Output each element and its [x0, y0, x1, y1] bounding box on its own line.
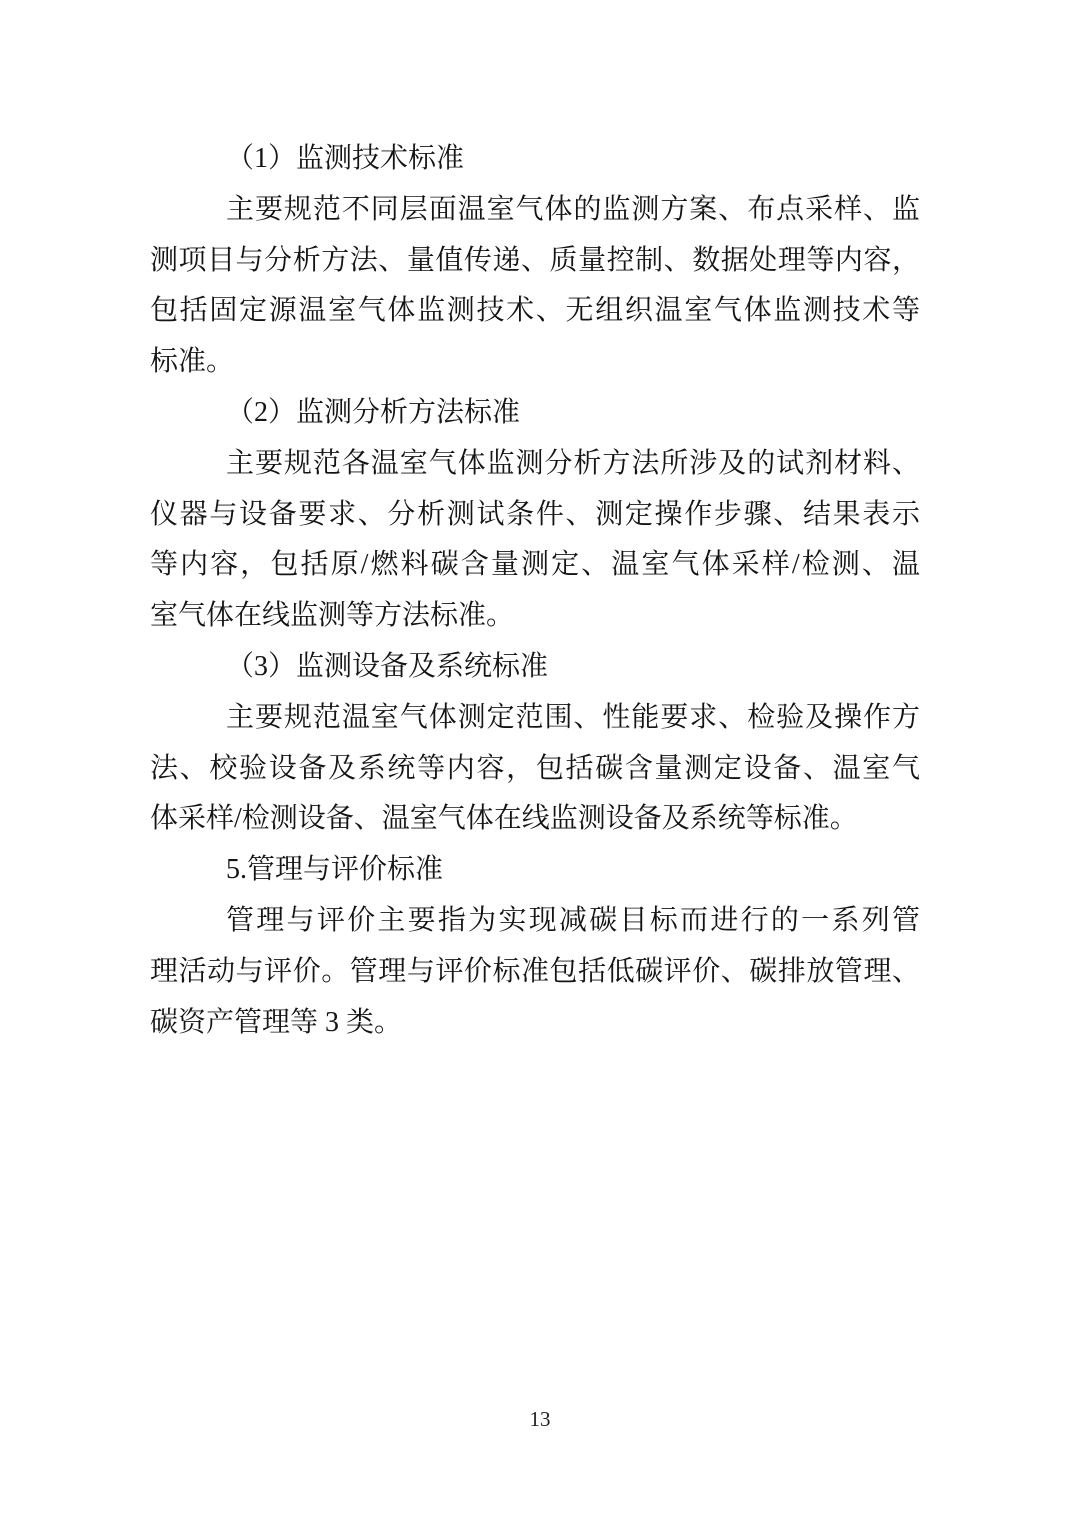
text-line: 主要规范温室气体测定范围、性能要求、检验及操作方 — [226, 701, 920, 733]
text-line: 体采样/检测设备、温室气体在线监测设备及系统等标准。 — [150, 803, 858, 835]
text-line: 理活动与评价。管理与评价标准包括低碳评价、碳排放管理、 — [150, 955, 920, 987]
text-line: 5.管理与评价标准 — [226, 854, 444, 886]
text-line: 标准。 — [150, 346, 235, 378]
text-line: 主要规范不同层面温室气体的监测方案、布点采样、监 — [226, 193, 920, 225]
text-line: 主要规范各温室气体监测分析方法所涉及的试剂材料、 — [226, 447, 920, 479]
text-line: 测项目与分析方法、量值传递、质量控制、数据处理等内容， — [150, 244, 920, 276]
text-line: 包括固定源温室气体监测技术、无组织温室气体监测技术等 — [150, 295, 920, 327]
text-line: 法、校验设备及系统等内容，包括碳含量测定设备、温室气 — [150, 752, 920, 784]
text-line: 等内容，包括原/燃料碳含量测定、温室气体采样/检测、温 — [150, 549, 920, 581]
document-body — [150, 134, 920, 1048]
text-line: 管理与评价主要指为实现减碳目标而进行的一系列管 — [226, 904, 920, 936]
text-line: （2）监测分析方法标准 — [226, 396, 521, 428]
page-number: 13 — [529, 1407, 551, 1431]
text-line: （1）监测技术标准 — [226, 143, 465, 174]
text-line: 碳资产管理等 3 类。 — [150, 1006, 403, 1038]
text-line: 室气体在线监测等方法标准。 — [150, 600, 515, 632]
text-line: 仪器与设备要求、分析测试条件、测定操作步骤、结果表示 — [150, 498, 920, 530]
text-line: （3）监测设备及系统标准 — [226, 650, 549, 682]
